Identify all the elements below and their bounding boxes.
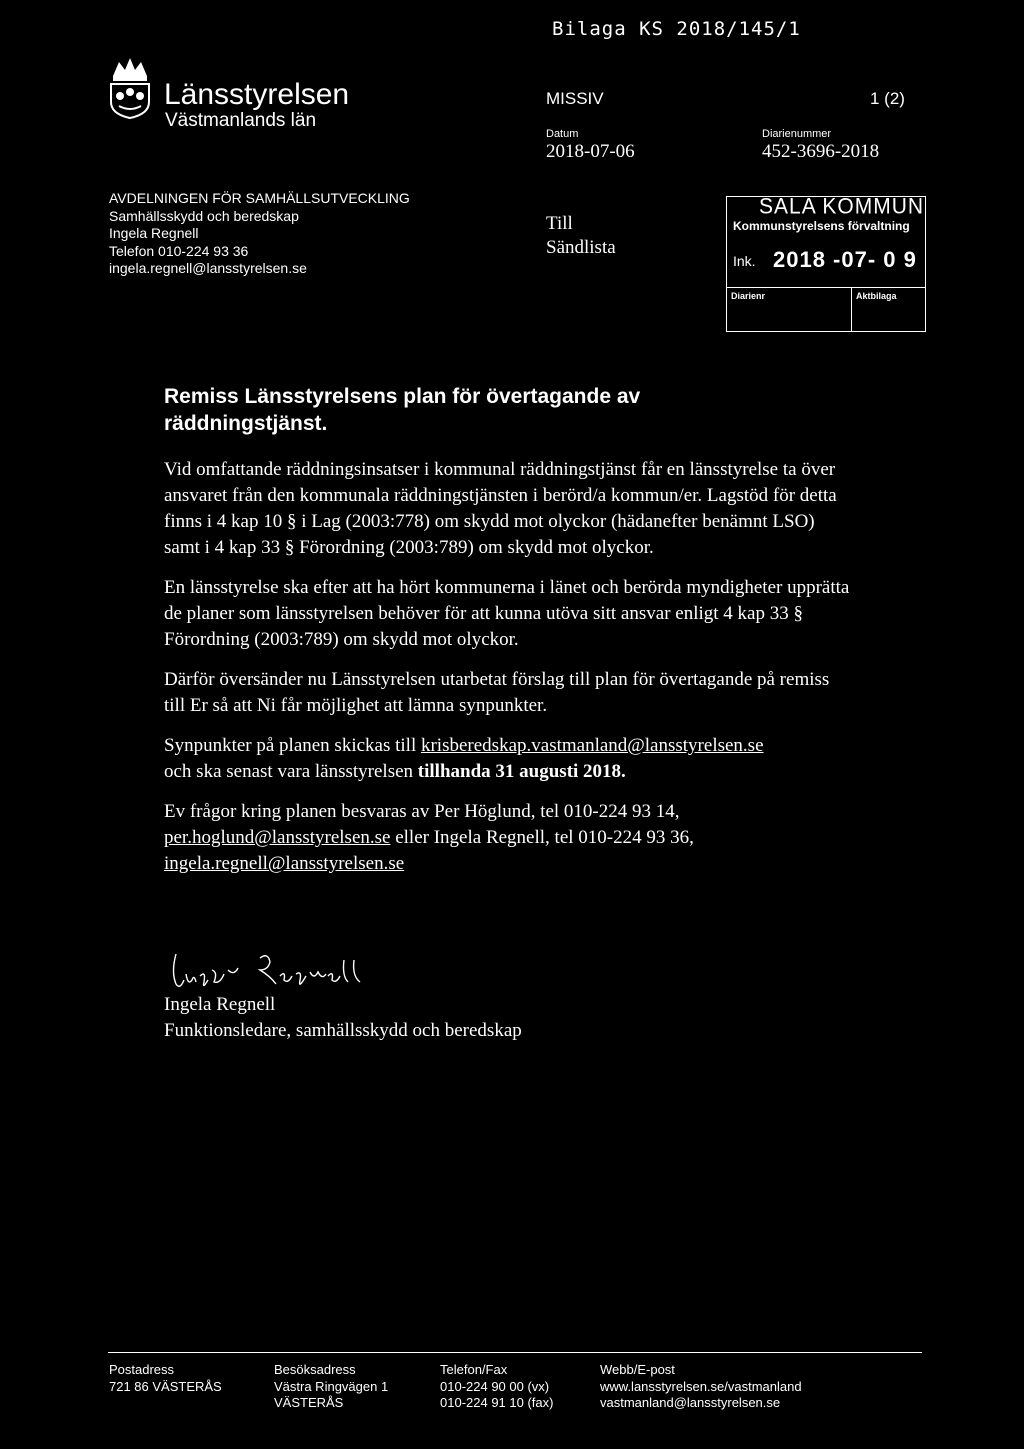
paragraph-5-line1: Ev frågor kring planen besvaras av Per Höglund, tel 010-224 93 14, xyxy=(164,801,680,822)
sender-email: ingela.regnell@lansstyrelsen.se xyxy=(109,260,307,276)
web-label: Webb/E-post xyxy=(600,1362,675,1377)
besoksadress-line2: VÄSTERÅS xyxy=(274,1395,344,1410)
paragraph-2: En länsstyrelse ska efter att ha hört kommunerna i länet och berörda myndigheter upprätta de planer som länsstyrelsen behöver för att kunna utöva sitt ansvar enligt 4 kap 33 § Förordning (2003:789) om skydd mot olyckor. xyxy=(164,577,850,650)
letter-title xyxy=(164,383,640,437)
stamp-ink-label: Ink. xyxy=(733,253,756,269)
footer-web xyxy=(600,1362,802,1411)
ingela-regnell-email-link[interactable]: ingela.regnell@lansstyrelsen.se xyxy=(164,853,405,874)
paragraph-4-pre: Synpunkter på planen skickas till xyxy=(164,735,421,756)
paragraph-4-mid: och ska senast vara länsstyrelsen xyxy=(164,761,418,782)
footer-besoksadress xyxy=(274,1362,388,1411)
telefon-label: Telefon/Fax xyxy=(440,1362,508,1377)
sender-phone: Telefon 010-224 93 36 xyxy=(109,242,249,259)
page-number: 1 (2) xyxy=(870,89,905,108)
datum-label: Datum xyxy=(546,128,579,140)
doc-type: MISSIV xyxy=(546,89,604,108)
submission-email-link[interactable]: krisberedskap.vastmanland@lansstyrelsen.se xyxy=(420,735,764,756)
recipient-till: Till xyxy=(546,213,573,234)
received-stamp xyxy=(726,196,926,332)
crown-logo-icon xyxy=(105,54,155,125)
logo-subtitle: Västmanlands län xyxy=(165,110,317,131)
diarie-value: 452-3696-2018 xyxy=(762,141,880,162)
footer-rule xyxy=(108,1352,922,1353)
paragraph-5-mid: eller Ingela Regnell, tel 010-224 93 36, xyxy=(390,827,694,848)
stamp-divider xyxy=(727,287,925,288)
footer-telefon xyxy=(440,1362,553,1411)
sender-block xyxy=(109,190,410,278)
web-email-link[interactable]: vastmanland@lansstyrelsen.se xyxy=(600,1395,781,1410)
paragraph-3: Därför översänder nu Länsstyrelsen utarbetat förslag till plan för övertagande på remiss till Er så att Ni får möjlighet att lämna synpunkter. xyxy=(164,669,830,716)
datum-value: 2018-07-06 xyxy=(546,141,635,162)
deadline: tillhanda 31 augusti 2018. xyxy=(417,761,626,782)
paragraph-4 xyxy=(164,733,854,785)
postadress-label: Postadress xyxy=(109,1362,175,1377)
telefon-vx: 010-224 90 00 (vx) xyxy=(440,1379,550,1394)
web-url-link[interactable]: www.lansstyrelsen.se/vastmanland xyxy=(600,1379,802,1394)
stamp-org: SALA KOMMUN xyxy=(759,194,925,219)
postadress-value: 721 86 VÄSTERÅS xyxy=(109,1379,222,1394)
diarie-label: Diarienummer xyxy=(762,128,832,140)
sender-dept: AVDELNINGEN FÖR SAMHÄLLSUTVECKLING xyxy=(109,190,410,206)
logo-name: Länsstyrelsen xyxy=(164,78,350,111)
paragraph-1: Vid omfattande räddningsinsatser i kommunal räddningstjänst får en länsstyrelse ta över ansvaret från den kommunala räddningstjänsten i berörd/a kommun/er. Lagstöd för detta finns i 4 kap 10 § i Lag (2003:778) om skydd mot olyckor (hädanefter benämnt LSO) samt i 4 kap 33 § Förordning (2003:789) om skydd mot olyckor. xyxy=(164,459,837,558)
sender-person: Ingela Regnell xyxy=(109,225,199,241)
besoksadress-label: Besöksadress xyxy=(274,1362,356,1377)
footer-postadress xyxy=(109,1362,222,1395)
letter-title-line2: räddningstjänst. xyxy=(164,412,328,435)
paragraph-5 xyxy=(164,799,854,877)
top-reference: Bilaga KS 2018/145/1 xyxy=(552,18,801,40)
sender-unit: Samhällsskydd och beredskap xyxy=(109,207,299,224)
per-hoglund-email-link[interactable]: per.hoglund@lansstyrelsen.se xyxy=(164,827,391,848)
letter-body xyxy=(164,457,854,877)
signature-name: Ingela Regnell xyxy=(164,994,276,1015)
stamp-dept: Kommunstyrelsens förvaltning xyxy=(733,219,910,233)
stamp-diarienr-label: Diarienr xyxy=(731,291,766,301)
telefon-fax: 010-224 91 10 (fax) xyxy=(440,1395,554,1410)
letter-title-line1: Remiss Länsstyrelsens plan för övertagande av xyxy=(164,385,641,408)
besoksadress-line1: Västra Ringvägen 1 xyxy=(274,1379,389,1394)
stamp-col-divider xyxy=(851,287,852,331)
signature-role: Funktionsledare, samhällsskydd och beredskap xyxy=(164,1020,522,1041)
recipient-block xyxy=(546,212,616,260)
recipient-name: Sändlista xyxy=(546,237,616,258)
stamp-aktbilaga-label: Aktbilaga xyxy=(856,291,897,301)
stamp-ink-date: 2018 -07- 0 9 xyxy=(773,247,917,272)
